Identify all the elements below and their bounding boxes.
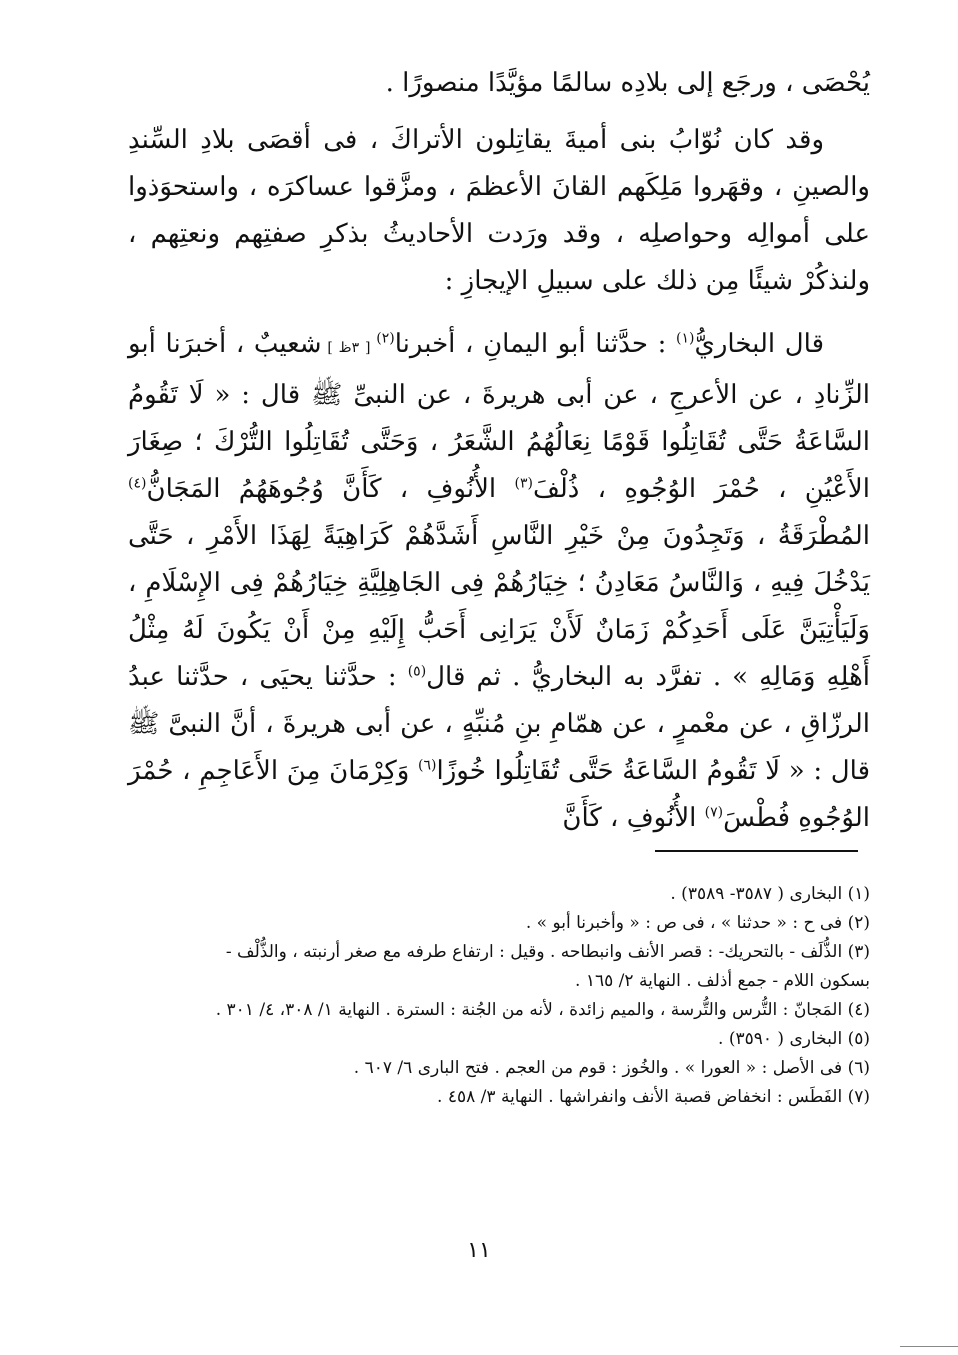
footnote-ref-4: (٤) bbox=[128, 475, 147, 492]
scan-edge-mark bbox=[900, 1346, 958, 1347]
footnote-7: (٧) الفَطَس : انخفاض قصبة الأنف وانفراشها . النهاية ٣/ ٤٥٨ . bbox=[437, 1087, 870, 1107]
footnote-ref-6: (٦) bbox=[418, 757, 437, 774]
footnote-separator bbox=[655, 850, 858, 852]
hadith-text-b: : حدَّثنا أبو اليمانِ ، أخبرنا bbox=[394, 329, 677, 359]
hadith-text-d: الأُنُوفِ ، كَأَنَّ وُجُوهَهُمُ المَجَانُّ bbox=[146, 474, 515, 504]
hadith-text-h: الأُنُوفِ ، كَأَنَّ bbox=[562, 803, 705, 833]
hadith-text-e: المُطْرَقَةُ ، وَتَجِدُونَ مِنْ خَيْرِ النَّاسِ أَشَدَّهُمْ كَرَاهِيَةً لِهَذَا الأَمْرِ ، حَتَّى يَدْخُلَ فِيهِ ، وَالنَّاسُ مَعَادِنُ ؛ خِيَارُهُمْ فِى الجَاهِلِيَّةِ خِيَارُهُمْ فِى الإِسْلَامِ ، وَلَيَأْتِيَنَّ عَلَى أَحَدِكُمْ زَمَانٌ لَأَنْ يَرَانِى أَحَبُّ إِلَيْهِ مِنْ أَنْ يَكُونَ لَهُ مِثْلُ أَهْلِهِ وَمَالِهِ » . تفرَّد به البخاريُّ . ثم قال bbox=[128, 521, 871, 692]
paragraph-intro: وقد كان نُوّابُ بنى أميةَ يقاتِلون الأتراكَ ، فى أقصَى بلادِ السِّندِ والصينِ ، وقهَروا مَلِكَهم القانَ الأعظمَ ، ومزَّقوا عساكرَه ، واستحوَذوا على أموالِه وحواصلِه ، وقد ورَدت الأحاديثُ بذكرِ صفتِهم ونعتِهم ، ولنذكُرْ شيئًا مِن ذلك على سبيلِ الإيجازِ : bbox=[128, 125, 870, 296]
footnotes bbox=[170, 880, 870, 1112]
folio-marker: [ ٣ظ ] bbox=[321, 340, 377, 356]
hadith-text-g: وَكِرْمَانَ مِنَ الأَعَاجِمِ ، حُمْرَ الوُجُوهِ فُطْسَ bbox=[128, 756, 870, 833]
paragraph-hadith bbox=[128, 321, 870, 842]
footnote-2: (٢) فى ح : « حدثنا » ، فى ص : « وأخبرنا أبو » . bbox=[525, 913, 870, 933]
main-text bbox=[128, 60, 870, 842]
footnote-ref-3: (٣) bbox=[514, 475, 533, 492]
footnote-1: (١) البخارى ( ٣٥٨٧- ٣٥٨٩) . bbox=[670, 884, 870, 904]
footnote-5: (٥) البخارى ( ٣٥٩٠) . bbox=[718, 1029, 870, 1049]
page-number: ١١ bbox=[467, 1238, 491, 1263]
footnote-4: (٤) المَجانّ : التُّرس والتُّرسة ، والميم زائدة ، لأنه من الجُنة : السترة . النهاية ١/ ٣٠٨، ٤/ ٣٠١ . bbox=[215, 1000, 870, 1020]
footnote-ref-7: (٧) bbox=[704, 804, 724, 821]
hadith-text-f: : حدَّثنا يحيَى ، حدَّثنا عبدُ الرزّاقِ ، عن معْمرٍ ، عن همّامِ بنِ مُنبِّهٍ ، عن أبى هريرةَ ، أنَّ النبىَّ ﷺ قال : « لَا تَقُومُ السَّاعَةُ حَتَّى تُقَاتِلُوا خُوزًا bbox=[128, 662, 871, 786]
footnote-6: (٦) فى الأصل : « العورا » . والخُوز : قوم من العجم . فتح البارى ٦/ ٦٠٧ . bbox=[353, 1058, 870, 1078]
hadith-text-a: قال البخاريُّ bbox=[694, 329, 824, 359]
footnote-ref-5: (٥) bbox=[407, 663, 427, 680]
footnote-ref-2: (٢) bbox=[376, 330, 395, 347]
hadith-text-c: شعيبٌ ، أخبرَنا أبو الزِّنادِ ، عن الأعرجِ ، عن أبى هريرةَ ، عن النبىِّ ﷺ قال : « لَا تَقُومُ السَّاعَةُ حَتَّى تُقَاتِلُوا قَوْمًا نِعَالُهُمُ الشَّعَرُ ، وَحَتَّى تُقَاتِلُوا التُّرْكَ ؛ صِغَارَ الأَعْيُنِ ، حُمْرَ الوُجُوهِ ، ذُلْفَ bbox=[128, 329, 870, 504]
footnote-3: (٣) الذُّلَف - بالتحريك- : قصر الأنف وانبطاحه . وقيل : ارتفاع طرفه مع صغر أرنبته ، والذُّلْف - بسكون اللام - جمع أذلف . النهاية ٢/ ١٦٥ . bbox=[225, 942, 870, 991]
footnote-ref-1: (١) bbox=[676, 330, 695, 347]
paragraph-continuation: يُحْصَى ، ورجَع إلى بلادِه سالمًا مؤيَّدًا منصورًا . bbox=[385, 68, 870, 98]
